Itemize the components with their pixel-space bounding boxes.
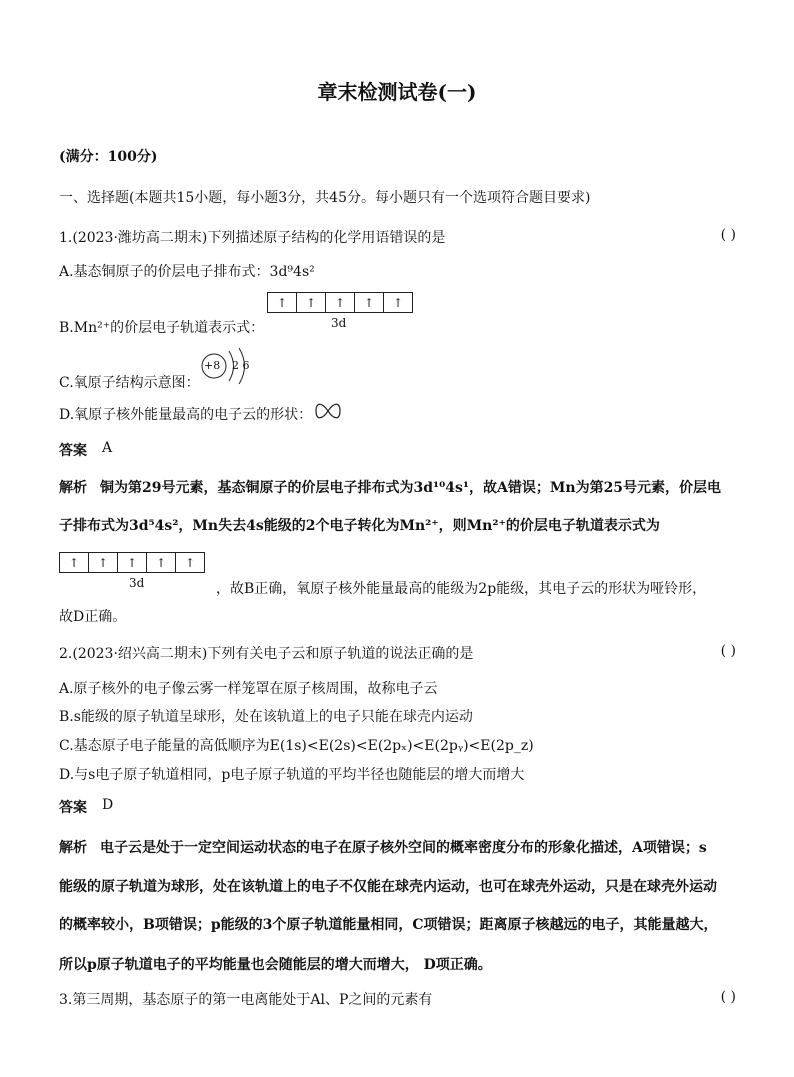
page-title: 章末检测试卷(一): [317, 80, 477, 104]
q1-option-d: D.氧原子核外能量最高的电子云的形状：: [59, 407, 313, 423]
orbital-box: ↑: [296, 293, 325, 312]
q1-option-b: B.Mn²⁺的价层电子轨道表示式：: [59, 320, 265, 336]
dumbbell-orbital-icon: [314, 400, 342, 422]
q1-analysis-orbital-diagram: [59, 552, 205, 573]
q2-analysis-line: 所以p原子轨道电子的平均能量也会随能层的增大而增大， D项正确。: [59, 957, 492, 973]
q1-analysis-line: 故D正确。: [59, 609, 127, 625]
q2-option-c: C.基态原子电子能量的高低顺序为E(1s)<E(2s)<E(2pₓ)<E(2pᵧ)<E(2p_z): [59, 738, 534, 754]
q1-answer: A: [102, 440, 113, 456]
q3-stem: 3.第三周期，基态原子的第一电离能处于Al、P之间的元素有: [59, 992, 433, 1008]
orbital-box: ↑: [354, 293, 383, 312]
q3-answer-blank: ( ): [720, 989, 736, 1005]
orbital-box: ↑: [325, 293, 354, 312]
q2-option-b: B.s能级的原子轨道呈球形，处在该轨道上的电子只能在球壳内运动: [59, 709, 473, 725]
orbital-box: ↑: [68, 555, 80, 570]
q1-analysis-line: ，故B正确，氧原子核外能量最高的能级为2p能级，其电子云的形状为哑铃形，: [216, 581, 707, 597]
q1-option-a: A.基态铜原子的价层电子排布式：3d⁹4s²: [59, 264, 315, 280]
q1-analysis-label: 解析: [59, 480, 87, 496]
q2-answer-label: 答案: [59, 800, 87, 816]
q2-analysis-line: 的概率较小，B项错误；p能级的3个原子轨道能量相同，C项错误；距离原子核越远的电子，其能量越大，: [59, 917, 718, 933]
q2-analysis-label: 解析: [59, 840, 87, 856]
orbital-box: ↑: [276, 295, 288, 310]
q2-stem: 2.(2023·绍兴高二期末)下列有关电子云和原子轨道的说法正确的是: [59, 646, 474, 662]
q1-analysis-line: 子排布式为3d⁵4s²，Mn失去4s能级的2个电子转化为Mn²⁺，则Mn²⁺的价层电子轨道表示式为: [59, 518, 660, 534]
orbital-box: ↑: [88, 553, 117, 572]
orbital-box: ↑: [146, 553, 175, 572]
q1-answer-label: 答案: [59, 443, 87, 459]
orbital-box: ↑: [117, 553, 146, 572]
orbital-box: ↑: [175, 553, 204, 572]
q2-answer: D: [102, 797, 114, 813]
section-heading: 一、选择题(本题共15小题，每小题3分，共45分。每小题只有一个选项符合题目要求): [59, 190, 591, 206]
q1-orbital-label: 3d: [331, 316, 347, 330]
q2-analysis-line: 能级的原子轨道为球形，处在该轨道上的电子不仅能在球壳内运动，也可在球壳外运动，只是在球壳外运动: [59, 879, 717, 895]
q2-analysis-line: 电子云是处于一定空间运动状态的电子在原子核外空间的概率密度分布的形象化描述，A项错误；s: [100, 840, 707, 856]
q1-answer-blank: ( ): [720, 227, 736, 243]
q2-answer-blank: ( ): [720, 643, 736, 659]
score-note: (满分：100分): [59, 149, 158, 165]
q1-analysis-orbital-label: 3d: [129, 576, 145, 590]
q2-option-a: A.原子核外的电子像云雾一样笼罩在原子核周围，故称电子云: [59, 681, 438, 697]
electron-shells: 2 6: [232, 359, 250, 372]
q1-stem: 1.(2023·潍坊高二期末)下列描述原子结构的化学用语错误的是: [59, 230, 446, 246]
q1-orbital-diagram: [267, 292, 413, 313]
orbital-box: ↑: [383, 293, 412, 312]
q2-option-d: D.与s电子原子轨道相同，p电子原子轨道的平均半径也随能层的增大而增大: [59, 767, 525, 783]
q1-analysis-line: 铜为第29号元素，基态铜原子的价层电子排布式为3d¹⁰4s¹，故A错误；Mn为第25号元素，价层电: [100, 480, 722, 496]
nucleus-charge: +8: [204, 359, 221, 372]
q1-option-c: C.氧原子结构示意图：: [59, 375, 200, 391]
